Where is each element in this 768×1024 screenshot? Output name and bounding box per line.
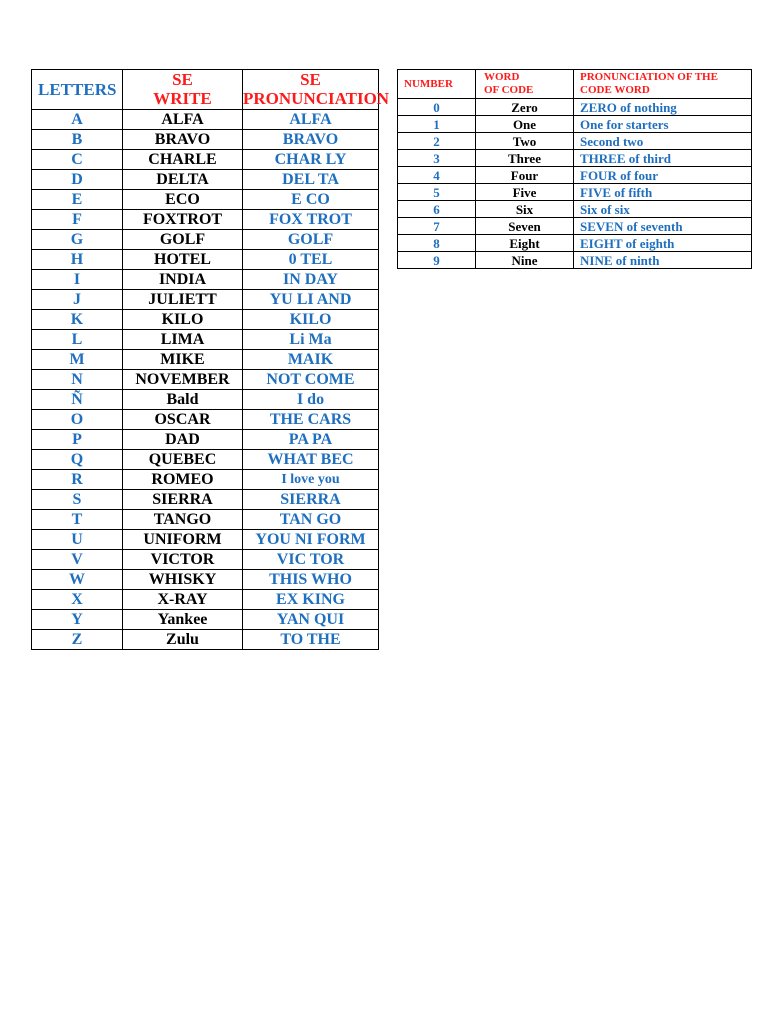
alphabet-row xyxy=(32,570,379,590)
number-cell: 2 xyxy=(398,133,476,150)
write-cell: MIKE xyxy=(123,350,243,370)
code-pronunciation-header-line1: PRONUNCIATION OF THE xyxy=(580,71,718,84)
number-cell: 0 xyxy=(398,99,476,116)
pronunciation-cell: TAN GO xyxy=(243,510,379,530)
alphabet-row xyxy=(32,630,379,650)
alphabet-row xyxy=(32,130,379,150)
pronunciation-cell: GOLF xyxy=(243,230,379,250)
write-cell: ECO xyxy=(123,190,243,210)
code-word-cell: Two xyxy=(476,133,574,150)
pronunciation-cell: BRAVO xyxy=(243,130,379,150)
letter-cell: G xyxy=(32,230,123,250)
pronunciation-cell: 0 TEL xyxy=(243,250,379,270)
number-row xyxy=(398,167,752,184)
letter-cell: B xyxy=(32,130,123,150)
alphabet-row xyxy=(32,370,379,390)
number-cell: 1 xyxy=(398,116,476,133)
letter-cell: R xyxy=(32,470,123,490)
write-cell: LIMA xyxy=(123,330,243,350)
pronunciation-cell: THIS WHO xyxy=(243,570,379,590)
write-cell: GOLF xyxy=(123,230,243,250)
number-row xyxy=(398,150,752,167)
letter-cell: N xyxy=(32,370,123,390)
letter-cell: Z xyxy=(32,630,123,650)
number-code-table xyxy=(397,69,752,269)
letter-cell: H xyxy=(32,250,123,270)
pronunciation-cell: YOU NI FORM xyxy=(243,530,379,550)
letter-cell: P xyxy=(32,430,123,450)
code-pronunciation-cell: Six of six xyxy=(574,201,752,218)
letter-cell: T xyxy=(32,510,123,530)
write-cell: DAD xyxy=(123,430,243,450)
alphabet-row xyxy=(32,170,379,190)
number-row xyxy=(398,235,752,252)
write-cell: ROMEO xyxy=(123,470,243,490)
letter-cell: K xyxy=(32,310,123,330)
letter-cell: D xyxy=(32,170,123,190)
number-row xyxy=(398,184,752,201)
write-cell: FOXTROT xyxy=(123,210,243,230)
alphabet-row xyxy=(32,430,379,450)
number-row xyxy=(398,99,752,116)
write-cell: NOVEMBER xyxy=(123,370,243,390)
pronunciation-cell: THE CARS xyxy=(243,410,379,430)
code-word-cell: Six xyxy=(476,201,574,218)
write-cell: X-RAY xyxy=(123,590,243,610)
code-pronunciation-header-line2: CODE WORD xyxy=(580,84,650,96)
pronunciation-cell: ALFA xyxy=(243,110,379,130)
code-word-cell: Seven xyxy=(476,218,574,235)
write-header-line2: WRITE xyxy=(153,88,212,108)
pronunciation-cell: PA PA xyxy=(243,430,379,450)
number-cell: 6 xyxy=(398,201,476,218)
letter-cell: Q xyxy=(32,450,123,470)
pronunciation-cell: TO THE xyxy=(243,630,379,650)
write-cell: JULIETT xyxy=(123,290,243,310)
pronunciation-header-line2: PRONUNCIATION xyxy=(243,88,390,108)
number-cell: 5 xyxy=(398,184,476,201)
number-header-row xyxy=(398,70,752,99)
alphabet-row xyxy=(32,490,379,510)
number-header: NUMBER xyxy=(398,70,476,99)
pronunciation-header xyxy=(243,69,390,110)
pronunciation-cell: DEL TA xyxy=(243,170,379,190)
write-cell: VICTOR xyxy=(123,550,243,570)
pronunciation-cell: Li Ma xyxy=(243,330,379,350)
code-word-cell: Nine xyxy=(476,252,574,269)
code-word-cell: Four xyxy=(476,167,574,184)
number-row xyxy=(398,201,752,218)
pronunciation-cell: EX KING xyxy=(243,590,379,610)
code-pronunciation-cell: Second two xyxy=(574,133,752,150)
write-cell: BRAVO xyxy=(123,130,243,150)
alphabet-row xyxy=(32,330,379,350)
code-pronunciation-cell: SEVEN of seventh xyxy=(574,218,752,235)
code-pronunciation-cell: FOUR of four xyxy=(574,167,752,184)
code-word-header xyxy=(476,70,574,99)
number-cell: 3 xyxy=(398,150,476,167)
write-cell: ALFA xyxy=(123,110,243,130)
pronunciation-cell: FOX TROT xyxy=(243,210,379,230)
write-cell: OSCAR xyxy=(123,410,243,430)
letter-cell: I xyxy=(32,270,123,290)
code-pronunciation-cell: ZERO of nothing xyxy=(574,99,752,116)
letter-cell: L xyxy=(32,330,123,350)
code-word-cell: One xyxy=(476,116,574,133)
letter-cell: X xyxy=(32,590,123,610)
code-word-header-line2: OF CODE xyxy=(484,84,534,96)
letter-cell: Ñ xyxy=(32,390,123,410)
alphabet-row xyxy=(32,230,379,250)
write-cell: UNIFORM xyxy=(123,530,243,550)
write-cell: INDIA xyxy=(123,270,243,290)
code-word-cell: Eight xyxy=(476,235,574,252)
alphabet-row xyxy=(32,550,379,570)
alphabet-row xyxy=(32,390,379,410)
pronunciation-cell: VIC TOR xyxy=(243,550,379,570)
letter-cell: M xyxy=(32,350,123,370)
alphabet-row xyxy=(32,530,379,550)
write-cell: QUEBEC xyxy=(123,450,243,470)
alphabet-row xyxy=(32,510,379,530)
code-word-cell: Five xyxy=(476,184,574,201)
write-cell: SIERRA xyxy=(123,490,243,510)
pronunciation-cell: I love you xyxy=(243,470,379,490)
pronunciation-cell: SIERRA xyxy=(243,490,379,510)
write-cell: TANGO xyxy=(123,510,243,530)
letter-cell: O xyxy=(32,410,123,430)
write-header xyxy=(123,70,243,110)
number-cell: 7 xyxy=(398,218,476,235)
pronunciation-cell: NOT COME xyxy=(243,370,379,390)
code-word-cell: Three xyxy=(476,150,574,167)
letter-cell: F xyxy=(32,210,123,230)
write-cell: Bald xyxy=(123,390,243,410)
alphabet-header-row xyxy=(32,70,379,110)
alphabet-row xyxy=(32,250,379,270)
write-cell: KILO xyxy=(123,310,243,330)
pronunciation-cell: I do xyxy=(243,390,379,410)
write-cell: Yankee xyxy=(123,610,243,630)
letter-cell: A xyxy=(32,110,123,130)
number-row xyxy=(398,116,752,133)
pronunciation-cell: WHAT BEC xyxy=(243,450,379,470)
pronunciation-cell: KILO xyxy=(243,310,379,330)
alphabet-row xyxy=(32,150,379,170)
letter-cell: S xyxy=(32,490,123,510)
write-header-line1: SE xyxy=(172,69,193,89)
alphabet-row xyxy=(32,610,379,630)
alphabet-row xyxy=(32,310,379,330)
alphabet-row xyxy=(32,470,379,490)
alphabet-row xyxy=(32,290,379,310)
pronunciation-cell: YU LI AND xyxy=(243,290,379,310)
code-pronunciation-cell: THREE of third xyxy=(574,150,752,167)
pronunciation-cell: E CO xyxy=(243,190,379,210)
code-pronunciation-header xyxy=(574,70,752,99)
number-row xyxy=(398,252,752,269)
number-cell: 9 xyxy=(398,252,476,269)
letter-cell: W xyxy=(32,570,123,590)
write-cell: CHARLE xyxy=(123,150,243,170)
code-pronunciation-cell: NINE of ninth xyxy=(574,252,752,269)
number-row xyxy=(398,133,752,150)
pronunciation-cell: YAN QUI xyxy=(243,610,379,630)
number-row xyxy=(398,218,752,235)
letter-cell: Y xyxy=(32,610,123,630)
letter-cell: U xyxy=(32,530,123,550)
code-word-cell: Zero xyxy=(476,99,574,116)
alphabet-row xyxy=(32,590,379,610)
alphabet-row xyxy=(32,350,379,370)
write-cell: DELTA xyxy=(123,170,243,190)
alphabet-row xyxy=(32,450,379,470)
alphabet-row xyxy=(32,270,379,290)
phonetic-alphabet-table xyxy=(31,69,390,650)
alphabet-row xyxy=(32,190,379,210)
code-pronunciation-cell: One for starters xyxy=(574,116,752,133)
pronunciation-cell: MAIK xyxy=(243,350,379,370)
code-pronunciation-cell: EIGHT of eighth xyxy=(574,235,752,252)
number-cell: 8 xyxy=(398,235,476,252)
letters-header: LETTERS xyxy=(32,70,123,110)
alphabet-row xyxy=(32,410,379,430)
pronunciation-header-line1: SE xyxy=(300,69,321,89)
alphabet-row xyxy=(32,110,379,130)
letter-cell: C xyxy=(32,150,123,170)
number-cell: 4 xyxy=(398,167,476,184)
pronunciation-cell: IN DAY xyxy=(243,270,379,290)
letter-cell: V xyxy=(32,550,123,570)
write-cell: WHISKY xyxy=(123,570,243,590)
letter-cell: E xyxy=(32,190,123,210)
write-cell: Zulu xyxy=(123,630,243,650)
alphabet-row xyxy=(32,210,379,230)
write-cell: HOTEL xyxy=(123,250,243,270)
pronunciation-cell: CHAR LY xyxy=(243,150,379,170)
code-pronunciation-cell: FIVE of fifth xyxy=(574,184,752,201)
code-word-header-line1: WORD xyxy=(484,71,520,84)
letter-cell: J xyxy=(32,290,123,310)
